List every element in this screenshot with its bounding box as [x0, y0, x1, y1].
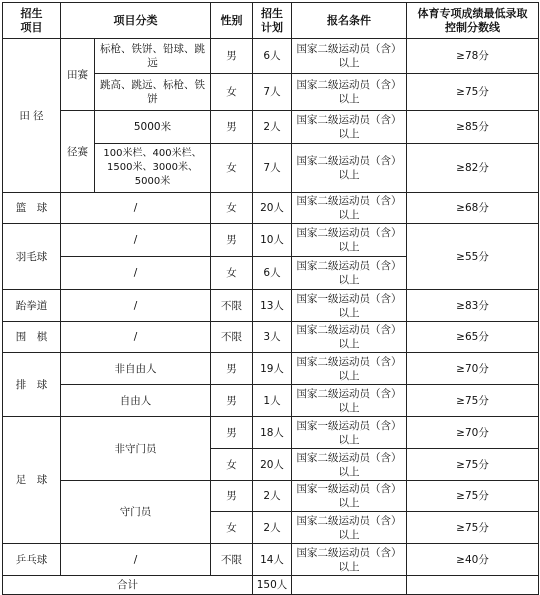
table-row	[3, 385, 539, 417]
header-sport: 招生 项目	[3, 3, 61, 39]
total-label: 合计	[3, 576, 253, 595]
sport-cell: 围 棋	[3, 322, 61, 353]
requirement-cell: 国家二级运动员（含）以上	[292, 74, 407, 111]
gender-cell: 女	[211, 449, 253, 481]
score-cell: ≥75分	[407, 512, 539, 544]
requirement-cell: 国家二级运动员（含）以上	[292, 39, 407, 74]
admission-plan-table	[2, 2, 539, 595]
score-cell: ≥65分	[407, 322, 539, 353]
score-cell: ≥83分	[407, 290, 539, 322]
gender-cell: 男	[211, 353, 253, 385]
quota-cell: 7人	[253, 74, 292, 111]
header-category: 项目分类	[61, 3, 211, 39]
total-score-empty	[407, 576, 539, 595]
total-requirement-empty	[292, 576, 407, 595]
sport-track-field: 田 径	[3, 39, 61, 193]
header-gender: 性别	[211, 3, 253, 39]
requirement-cell: 国家二级运动员（含）以上	[292, 353, 407, 385]
category-cell: /	[61, 257, 211, 290]
table-row	[3, 353, 539, 385]
category-cell: 守门员	[61, 481, 211, 544]
gender-cell: 男	[211, 481, 253, 512]
gender-cell: 女	[211, 512, 253, 544]
score-cell: ≥78分	[407, 39, 539, 74]
gender-cell: 女	[211, 144, 253, 193]
requirement-cell: 国家二级运动员（含）以上	[292, 144, 407, 193]
gender-cell: 男	[211, 385, 253, 417]
quota-cell: 1人	[253, 385, 292, 417]
score-cell: ≥75分	[407, 449, 539, 481]
score-cell: ≥82分	[407, 144, 539, 193]
gender-cell: 不限	[211, 544, 253, 576]
quota-cell: 6人	[253, 39, 292, 74]
category-cell: /	[61, 224, 211, 257]
table-row	[3, 290, 539, 322]
score-cell: ≥40分	[407, 544, 539, 576]
gender-cell: 男	[211, 224, 253, 257]
quota-cell: 14人	[253, 544, 292, 576]
category-cell: /	[61, 290, 211, 322]
quota-cell: 6人	[253, 257, 292, 290]
requirement-cell: 国家二级运动员（含）以上	[292, 224, 407, 257]
gender-cell: 男	[211, 111, 253, 144]
table-row	[3, 224, 539, 257]
category-cell: 非自由人	[61, 353, 211, 385]
score-cell: ≥68分	[407, 193, 539, 224]
quota-cell: 13人	[253, 290, 292, 322]
gender-cell: 女	[211, 193, 253, 224]
score-cell: ≥75分	[407, 385, 539, 417]
table-row	[3, 193, 539, 224]
requirement-cell: 国家一级运动员（含）以上	[292, 481, 407, 512]
gender-cell: 男	[211, 417, 253, 449]
sport-cell: 足 球	[3, 417, 61, 544]
gender-cell: 不限	[211, 322, 253, 353]
score-cell: ≥55分	[407, 224, 539, 290]
category-cell: 非守门员	[61, 417, 211, 481]
requirement-cell: 国家一级运动员（含）以上	[292, 290, 407, 322]
category-cell: 100米栏、400米栏、1500米、3000米、5000米	[95, 144, 211, 193]
table-row	[3, 111, 539, 144]
quota-cell: 3人	[253, 322, 292, 353]
header-min-score: 体育专项成绩最低录取 控制分数线	[407, 3, 539, 39]
table-row	[3, 322, 539, 353]
requirement-cell: 国家二级运动员（含）以上	[292, 544, 407, 576]
table-row	[3, 481, 539, 512]
quota-cell: 18人	[253, 417, 292, 449]
quota-cell: 19人	[253, 353, 292, 385]
category-cell: /	[61, 322, 211, 353]
requirement-cell: 国家二级运动员（含）以上	[292, 449, 407, 481]
score-cell: ≥70分	[407, 417, 539, 449]
requirement-cell: 国家一级运动员（含）以上	[292, 417, 407, 449]
gender-cell: 男	[211, 39, 253, 74]
score-cell: ≥85分	[407, 111, 539, 144]
requirement-cell: 国家二级运动员（含）以上	[292, 193, 407, 224]
quota-cell: 20人	[253, 193, 292, 224]
quota-cell: 2人	[253, 111, 292, 144]
category-cell: /	[61, 544, 211, 576]
category-cell: 跳高、跳远、标枪、铁饼	[95, 74, 211, 111]
admission-table-sheet	[2, 2, 538, 593]
score-cell: ≥75分	[407, 481, 539, 512]
sport-cell: 篮 球	[3, 193, 61, 224]
requirement-cell: 国家二级运动员（含）以上	[292, 257, 407, 290]
sport-cell: 排 球	[3, 353, 61, 417]
sport-cell: 跆拳道	[3, 290, 61, 322]
header-quota: 招生 计划	[253, 3, 292, 39]
quota-cell: 7人	[253, 144, 292, 193]
table-row	[3, 39, 539, 74]
quota-cell: 10人	[253, 224, 292, 257]
total-row	[3, 576, 539, 595]
total-quota: 150人	[253, 576, 292, 595]
table-row	[3, 544, 539, 576]
header-requirement: 报名条件	[292, 3, 407, 39]
requirement-cell: 国家二级运动员（含）以上	[292, 111, 407, 144]
quota-cell: 20人	[253, 449, 292, 481]
subgroup-track-events: 径赛	[61, 111, 95, 193]
sport-cell: 乒乓球	[3, 544, 61, 576]
requirement-cell: 国家二级运动员（含）以上	[292, 322, 407, 353]
gender-cell: 不限	[211, 290, 253, 322]
requirement-cell: 国家二级运动员（含）以上	[292, 512, 407, 544]
header-row	[3, 3, 539, 39]
score-cell: ≥75分	[407, 74, 539, 111]
score-cell: ≥70分	[407, 353, 539, 385]
gender-cell: 女	[211, 257, 253, 290]
category-cell: 自由人	[61, 385, 211, 417]
gender-cell: 女	[211, 74, 253, 111]
subgroup-field-events: 田赛	[61, 39, 95, 111]
quota-cell: 2人	[253, 512, 292, 544]
table-row	[3, 417, 539, 449]
category-cell: 5000米	[95, 111, 211, 144]
sport-cell: 羽毛球	[3, 224, 61, 290]
category-cell: /	[61, 193, 211, 224]
quota-cell: 2人	[253, 481, 292, 512]
requirement-cell: 国家二级运动员（含）以上	[292, 385, 407, 417]
category-cell: 标枪、铁饼、铅球、跳远	[95, 39, 211, 74]
